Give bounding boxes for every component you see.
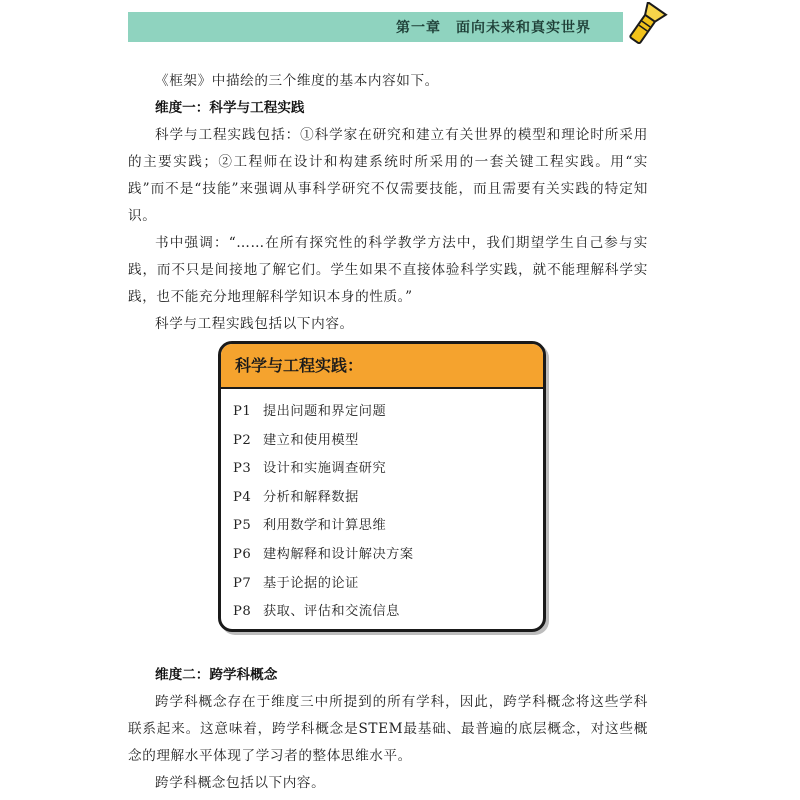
- practice-code: P4: [233, 489, 252, 505]
- section-2: [128, 662, 648, 797]
- practice-text: 分析和解释数据: [263, 489, 359, 505]
- practice-text: 获取、评估和交流信息: [263, 604, 400, 620]
- chapter-header-band: [128, 12, 623, 42]
- practice-text: 设计和实施调查研究: [263, 461, 387, 477]
- list-item: [233, 457, 543, 486]
- flashlight-icon: [624, 2, 668, 46]
- practices-box-title: 科学与工程实践：: [235, 356, 364, 375]
- practice-code: P6: [233, 546, 252, 562]
- body-paragraph: 跨学科概念存在于维度三中所提到的所有学科，因此，跨学科概念将这些学科联系起来。这意味着，跨学科概念是STEM最基础、最普遍的底层概念，对这些概念的理解水平体现了学习者的整体思维水平。: [128, 694, 648, 764]
- practice-text: 基于论据的论证: [263, 575, 359, 591]
- list-item: [233, 572, 543, 601]
- practice-code: P8: [233, 604, 252, 620]
- practice-text: 利用数学和计算思维: [263, 518, 387, 534]
- list-item: [233, 486, 543, 515]
- practice-text: 建立和使用模型: [263, 432, 359, 448]
- practice-text: 提出问题和界定问题: [263, 404, 387, 419]
- chapter-title: 第一章 面向未来和真实世界: [396, 20, 591, 36]
- body-paragraph: 科学与工程实践包括：①科学家在研究和建立有关世界的模型和理论时所采用的主要实践；②工程师在设计和构建系统时所采用的一套关键工程实践。用“实践”而不是“技能”来强调从事科学研究不仅需要技能，而且需要有关实践的特定知识。: [128, 127, 648, 224]
- practices-box: [218, 341, 546, 632]
- list-item: [233, 514, 543, 543]
- body-paragraph: 科学与工程实践包括以下内容。: [155, 316, 354, 332]
- body-paragraph: 跨学科概念包括以下内容。: [155, 775, 326, 791]
- practice-code: P5: [233, 518, 252, 534]
- section-1: [128, 68, 648, 338]
- dimension-2-heading: 维度二：跨学科概念: [155, 667, 278, 683]
- intro-paragraph: 《框架》中描绘的三个维度的基本内容如下。: [155, 73, 439, 89]
- list-item: [233, 543, 543, 572]
- list-item: [233, 429, 543, 458]
- practices-list: [221, 389, 543, 629]
- list-item: [233, 600, 543, 629]
- practice-code: P7: [233, 575, 252, 591]
- practice-code: P3: [233, 461, 252, 477]
- practice-text: 建构解释和设计解决方案: [263, 546, 414, 562]
- dimension-1-heading: 维度一：科学与工程实践: [155, 100, 305, 116]
- body-paragraph: 书中强调：“……在所有探究性的科学教学方法中，我们期望学生自己参与实践，而不只是间接地了解它们。学生如果不直接体验科学实践，就不能理解科学实践，也不能充分地理解科学知识本身的性质。”: [128, 235, 648, 305]
- practice-code: P1: [233, 404, 252, 419]
- list-item: [233, 400, 543, 429]
- practices-box-header: [221, 344, 543, 389]
- practice-code: P2: [233, 432, 252, 448]
